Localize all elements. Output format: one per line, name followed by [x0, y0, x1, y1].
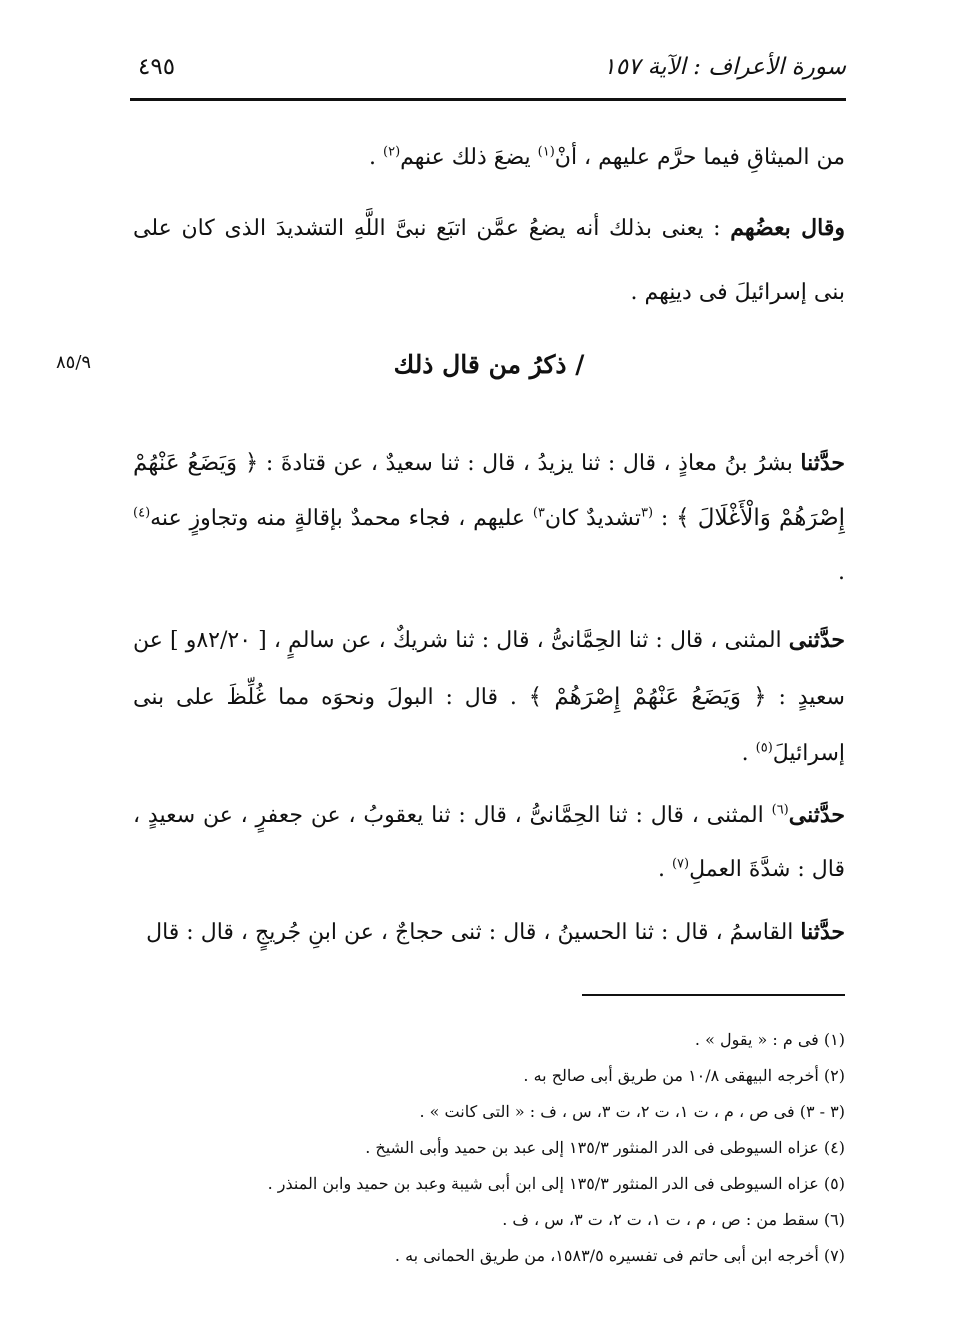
header-rule: [130, 98, 846, 101]
para3-text: بشرُ بنُ معاذٍ ، قال : ثنا يزيدُ ، قال : ثنا سعيدٌ ، عن قتادةَ :: [258, 451, 801, 476]
footnote-7: (٧) أخرجه ابن أبى حاتم فى تفسيره ١٥٨٣/٥، من طريق الحمانى به .: [394, 1246, 845, 1265]
footnote-mark-2: (٢): [383, 144, 401, 160]
paragraph-2: [133, 196, 845, 325]
paragraph-1: [133, 128, 845, 188]
manuscript-ref: [ ٨٢/٢٠و ]: [170, 628, 267, 653]
quran-verse: ﴿ وَيَضَعُ عَنْهُمْ إِصْرَهُمْ ﴾: [528, 684, 767, 710]
para2-text: : يعنى بذلك أنه يضعُ عمَّن اتبَع نبىَّ اللَّهِ التشديدَ الذى كان على بنى إسرائيلَ فى دينِهم .: [133, 216, 845, 305]
para4-text: المثنى ، قال : ثنا الحِمَّانىُّ ، قال : ثنا شريكٌ ، عن سالمٍ ،: [266, 628, 789, 653]
footnote-mark-3b: ٣): [532, 505, 545, 521]
para3-text3: تشديدٌ كان: [544, 506, 642, 531]
para2-lead: وقال بعضُهم: [730, 215, 845, 241]
footnote-rule: [582, 994, 845, 996]
footnote-1: (١) فى م : « يقول » .: [694, 1030, 845, 1049]
paragraph-5: [133, 788, 845, 897]
footnote-5: (٥) عزاه السيوطى فى الدر المنثور ١٣٥/٣ إلى ابن أبى شيبة وعبد بن حميد وابن المنذر .: [267, 1174, 845, 1193]
footnote-mark-3a: (٣: [641, 505, 654, 521]
footnotes: [200, 1022, 845, 1274]
footnote-6: (٦) سقط من : ص ، م ، ت ١، ت ٢، ت ٣، س ، ف .: [502, 1210, 845, 1229]
para4-lead: حدَّثنى: [788, 627, 846, 653]
footnote-mark-7: (٧): [671, 856, 690, 872]
para4-text3: . قال : البولَ ونحوَه مما غُلِّظَ على بنى إسرائيلَ: [133, 685, 845, 766]
para5-text: المثنى ، قال : ثنا الحِمَّانىُّ ، قال : ثنا يعقوبُ ، عن جعفرٍ ، عن سعيدٍ ، قال : شدَّةَ العملِ: [133, 803, 845, 882]
surah-title: سورة الأعراف : الآية ١٥٧: [603, 54, 846, 80]
para6-lead: حدَّثنا: [800, 919, 845, 945]
running-header: [130, 48, 846, 96]
para3-end: .: [838, 560, 845, 585]
para6-text: القاسمُ ، قال : ثنا الحسينُ ، قال : ثنى حجاجٌ ، عن ابنِ جُريجٍ ، قال : قال: [146, 920, 801, 945]
footnote-mark-5: (٥): [755, 740, 773, 756]
para3-text4: عليهم ، فجاء محمدٌ بإقالةٍ منه وتجاوزٍ عنه: [150, 506, 533, 531]
para3-text2: :: [653, 506, 677, 531]
para1-text: من الميثاقِ فيما حرَّم عليهم ، أنْ: [554, 145, 845, 170]
para3-lead: حدَّثنا: [800, 450, 845, 476]
footnote-mark-1: (١): [537, 144, 555, 160]
para5-end: .: [657, 857, 672, 882]
footnote-3: (٣ - ٣) فى ص ، م ، ت ١، ت ٢، ت ٣، س ، ف : « التى كانت » .: [419, 1102, 845, 1121]
page-number: ٤٩٥: [138, 54, 176, 80]
quran-verse: ﴿ وَيَضَعُ عَنْهُمْ إِصْرَهُمْ وَالْأَغْلَالَ ﴾: [133, 450, 845, 531]
paragraph-3: [133, 436, 845, 600]
footnote-2: (٢) أخرجه البيهقى ١٠/٨ من طريق أبى صالح به .: [523, 1066, 845, 1085]
paragraph-4: [133, 612, 845, 782]
para1-end: .: [369, 145, 384, 170]
para1-text2: يضعَ ذلك عنهم: [400, 145, 538, 170]
para4-end: .: [741, 741, 756, 766]
paragraph-6: [133, 902, 845, 963]
footnote-4: (٤) عزاه السيوطى فى الدر المنثور ١٣٥/٣ إلى عبد بن حميد وأبى الشيخ .: [365, 1138, 845, 1157]
section-heading: / ذكرُ من قال ذلك: [393, 350, 585, 379]
para4-text2: عن سعيدٍ :: [133, 628, 845, 710]
para5-lead: حدَّثنى: [788, 802, 845, 828]
margin-reference: ٨٥/٩: [56, 352, 92, 373]
footnote-mark-6: (٦): [771, 802, 789, 818]
footnote-mark-4: (٤): [133, 505, 151, 521]
